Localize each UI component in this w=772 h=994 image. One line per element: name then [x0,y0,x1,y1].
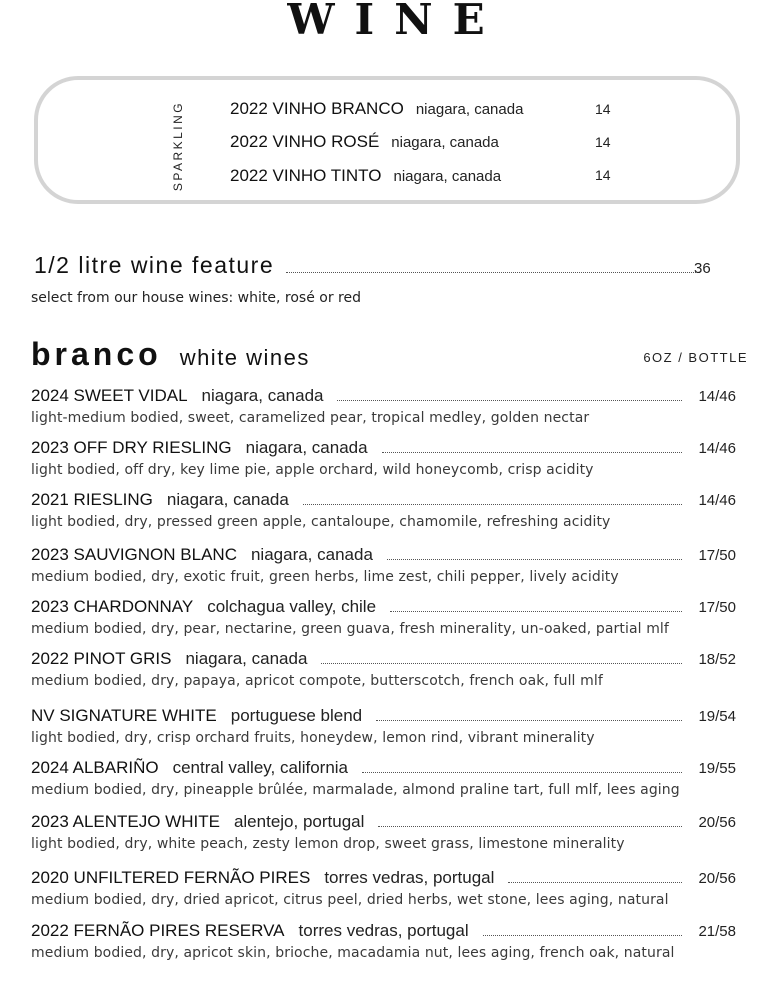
sparkling-item-region: niagara, canada [415,101,524,118]
wine-item [31,706,736,746]
wine-leader-dots [387,558,682,560]
wine-leader-dots [382,451,682,453]
sparkling-item [230,166,501,188]
wine-name: 2022 FERNÃO PIRES RESERVA [31,921,285,940]
wine-item [31,490,736,530]
wine-description: medium bodied, dry, exotic fruit, green herbs, lime zest, chili pepper, lively acidity [31,569,619,585]
wine-price: 17/50 [698,599,736,616]
sparkling-item-name: 2022 VINHO TINTO [230,166,382,185]
wine-description: medium bodied, dry, pineapple brûlée, marmalade, almond praline tart, full mlf, lees aging [31,782,680,798]
wine-description: medium bodied, dry, papaya, apricot compote, butterscotch, french oak, full mlf [31,673,603,689]
wine-description: light-medium bodied, sweet, caramelized pear, tropical medley, golden nectar [31,410,590,426]
wine-region: niagara, canada [245,438,368,457]
wine-item [31,386,736,426]
wine-region: portuguese blend [230,706,363,725]
wine-price: 14/46 [698,492,736,509]
wine-region: torres vedras, portugal [324,868,495,887]
sparkling-item [230,99,523,121]
wine-item [31,438,736,478]
sparkling-item-name: 2022 VINHO ROSÉ [230,132,380,151]
wine-price: 20/56 [698,814,736,831]
feature-name: 1/2 litre wine feature [34,252,275,278]
wine-name: NV SIGNATURE WHITE [31,706,217,725]
wine-description: medium bodied, dry, pear, nectarine, green guava, fresh minerality, un-oaked, partial mlf [31,621,669,637]
feature-price: 36 [694,260,711,277]
wine-item [31,812,736,852]
wine-name: 2022 PINOT GRIS [31,649,172,668]
wine-name: 2023 ALENTEJO WHITE [31,812,220,831]
wine-price: 20/56 [698,870,736,887]
wine-leader-dots [508,881,682,883]
wine-leader-dots [390,610,682,612]
wine-description: light bodied, off dry, key lime pie, apple orchard, wild honeycomb, crisp acidity [31,462,594,478]
wine-name: 2024 ALBARIÑO [31,758,159,777]
wine-description: light bodied, dry, pressed green apple, cantaloupe, chamomile, refreshing acidity [31,514,611,530]
wine-leader-dots [362,771,682,773]
wine-region: central valley, california [172,758,349,777]
wine-name: 2024 SWEET VIDAL [31,386,188,405]
feature-leader-dots [286,271,700,273]
sparkling-item-region: niagara, canada [393,168,502,185]
wine-price: 14/46 [698,388,736,405]
wine-name: 2020 UNFILTERED FERNÃO PIRES [31,868,311,887]
wine-name: 2021 RIESLING [31,490,153,509]
wine-description: light bodied, dry, white peach, zesty lemon drop, sweet grass, limestone minerality [31,836,625,852]
wine-leader-dots [303,503,682,505]
wine-description: medium bodied, dry, dried apricot, citrus peel, dried herbs, wet stone, lees aging, natural [31,892,669,908]
sparkling-item-region: niagara, canada [391,134,499,151]
wine-item [31,921,736,961]
wine-item [31,545,736,585]
wine-region: niagara, canada [166,490,289,509]
wine-item [31,649,736,689]
wine-name: 2023 SAUVIGNON BLANC [31,545,237,564]
wine-price: 19/55 [698,760,736,777]
wine-region: niagara, canada [185,649,308,668]
wine-leader-dots [321,662,682,664]
feature-note: select from our house wines: white, rosé or red [31,290,361,306]
wine-region: niagara, canada [250,545,373,564]
sparkling-item-name: 2022 VINHO BRANCO [230,99,404,118]
wine-name: 2023 OFF DRY RIESLING [31,438,232,457]
section-subtitle: white wines [179,345,310,370]
sparkling-item-price: 14 [595,167,611,183]
wine-region: colchagua valley, chile [207,597,377,616]
wine-leader-dots [378,825,682,827]
wine-price: 21/58 [698,923,736,940]
wine-price: 19/54 [698,708,736,725]
sparkling-item [230,132,499,154]
section-heading [31,336,310,373]
wine-item [31,597,736,637]
sparkling-item-price: 14 [595,101,611,117]
wine-item [31,868,736,908]
wine-region: alentejo, portugal [233,812,365,831]
menu-title: WINE [287,0,505,44]
wine-leader-dots [337,399,682,401]
wine-price: 14/46 [698,440,736,457]
wine-region: torres vedras, portugal [298,921,469,940]
wine-feature [34,252,714,279]
wine-description: light bodied, dry, crisp orchard fruits, honeydew, lemon rind, vibrant minerality [31,730,595,746]
wine-price: 18/52 [698,651,736,668]
size-label: 6OZ / BOTTLE [643,350,748,365]
wine-leader-dots [483,934,682,936]
wine-region: niagara, canada [201,386,324,405]
wine-item [31,758,736,798]
sparkling-item-price: 14 [595,134,611,150]
sparkling-label: SPARKLING [171,100,185,192]
wine-name: 2023 CHARDONNAY [31,597,194,616]
wine-price: 17/50 [698,547,736,564]
wine-description: medium bodied, dry, apricot skin, brioche, macadamia nut, lees aging, french oak, natural [31,945,675,961]
wine-leader-dots [376,719,682,721]
section-title: branco [31,336,162,372]
